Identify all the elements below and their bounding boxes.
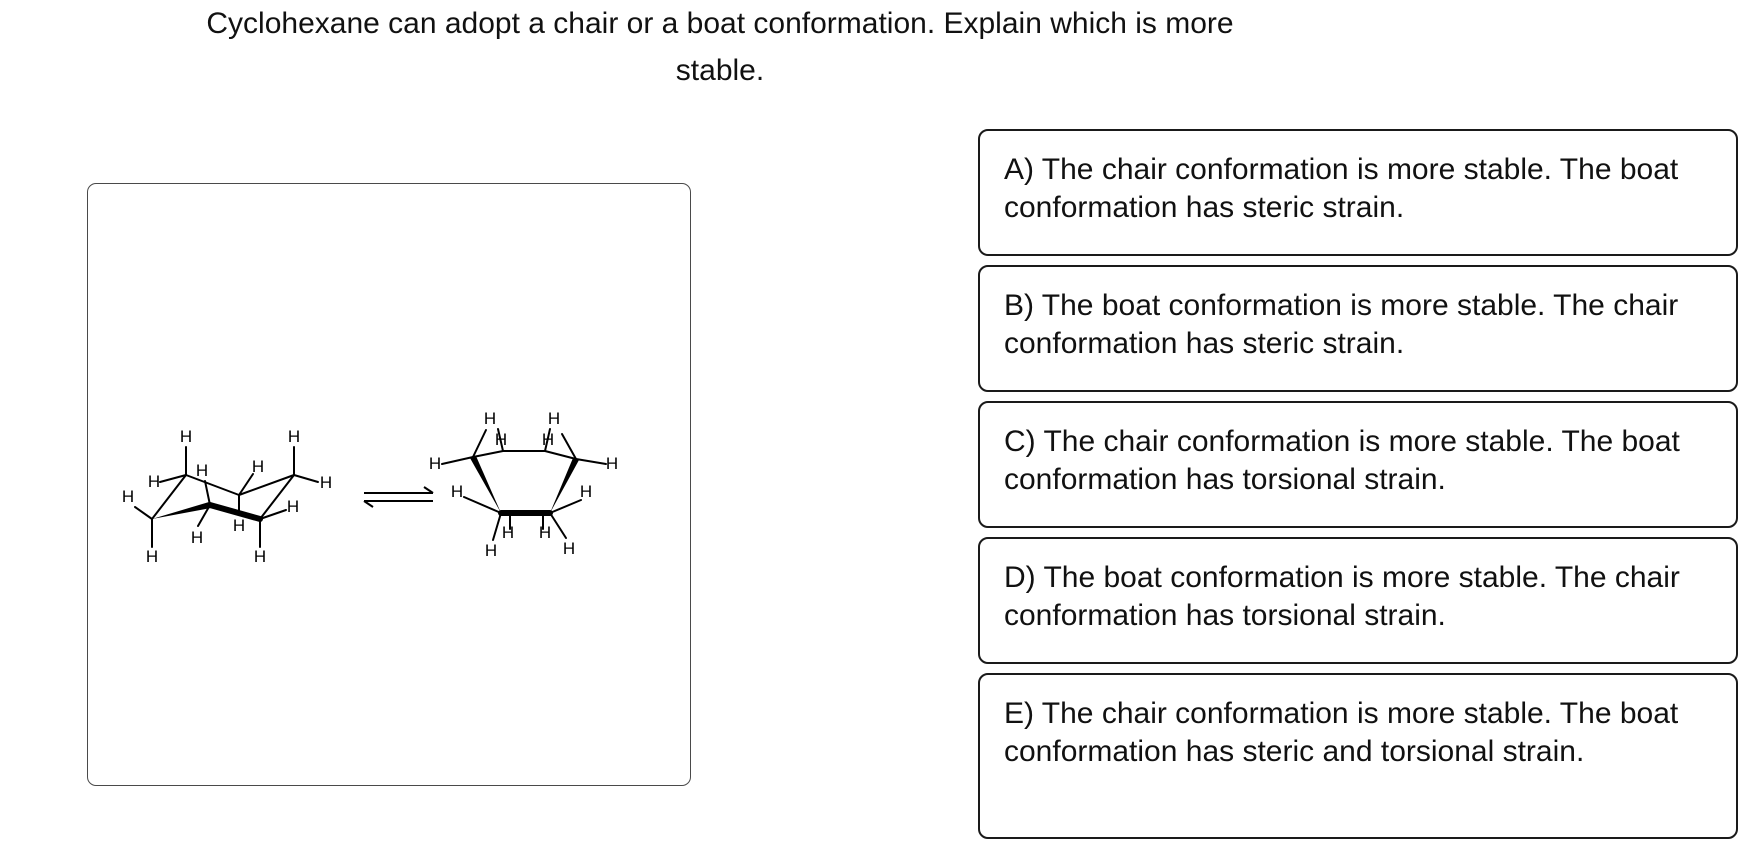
- option-letter: C): [1004, 425, 1036, 458]
- option-letter: A): [1004, 153, 1034, 186]
- atom-label: H: [179, 427, 193, 446]
- atom-label: H: [428, 454, 442, 473]
- structure-figure-panel: [87, 183, 691, 786]
- atom-label: H: [484, 541, 498, 560]
- atom-label: H: [450, 482, 464, 501]
- option-d[interactable]: [978, 537, 1738, 664]
- atom-label: H: [232, 516, 246, 535]
- option-text: The boat conformation is more stable. The chair conformation has steric strain.: [1004, 289, 1679, 360]
- atom-label: H: [190, 528, 204, 547]
- option-b[interactable]: [978, 265, 1738, 392]
- answer-options: [978, 129, 1738, 839]
- chair-atom-labels: [122, 427, 332, 566]
- option-text: The chair conformation is more stable. The boat conformation has steric strain.: [1004, 153, 1679, 224]
- option-text: The chair conformation is more stable. The boat conformation has steric and torsional strain.: [1004, 697, 1679, 768]
- atom-label: H: [287, 427, 301, 446]
- atom-label: H: [579, 482, 593, 501]
- atom-label: H: [145, 547, 159, 566]
- atom-label: H: [253, 547, 267, 566]
- option-letter: B): [1004, 289, 1034, 322]
- option-letter: D): [1004, 561, 1036, 594]
- atom-label: H: [538, 523, 552, 542]
- atom-label: H: [541, 430, 555, 449]
- atom-label: H: [562, 539, 576, 558]
- atom-label: H: [251, 457, 265, 476]
- atom-label: H: [286, 497, 300, 516]
- atom-label: H: [147, 472, 161, 491]
- atom-label: H: [501, 523, 515, 542]
- atom-label: H: [483, 409, 497, 428]
- boat-atom-labels: [429, 409, 618, 560]
- option-a[interactable]: [978, 129, 1738, 256]
- atom-label: H: [605, 454, 619, 473]
- option-letter: E): [1004, 697, 1034, 730]
- atom-label: H: [121, 487, 135, 506]
- atom-label: H: [494, 430, 508, 449]
- question-text: Cyclohexane can adopt a chair or a boat conformation. Explain which is more stable.: [206, 7, 1234, 87]
- atom-label: H: [547, 409, 561, 428]
- atom-label: H: [319, 473, 333, 492]
- option-c[interactable]: [978, 401, 1738, 528]
- option-e[interactable]: [978, 673, 1738, 839]
- option-text: The chair conformation is more stable. The boat conformation has torsional strain.: [1004, 425, 1680, 496]
- atom-label: H: [195, 461, 209, 480]
- option-text: The boat conformation is more stable. The chair conformation has torsional strain.: [1004, 561, 1680, 632]
- equilibrium-arrows: [364, 487, 433, 507]
- cyclohexane-conformations-diagram: [88, 184, 692, 787]
